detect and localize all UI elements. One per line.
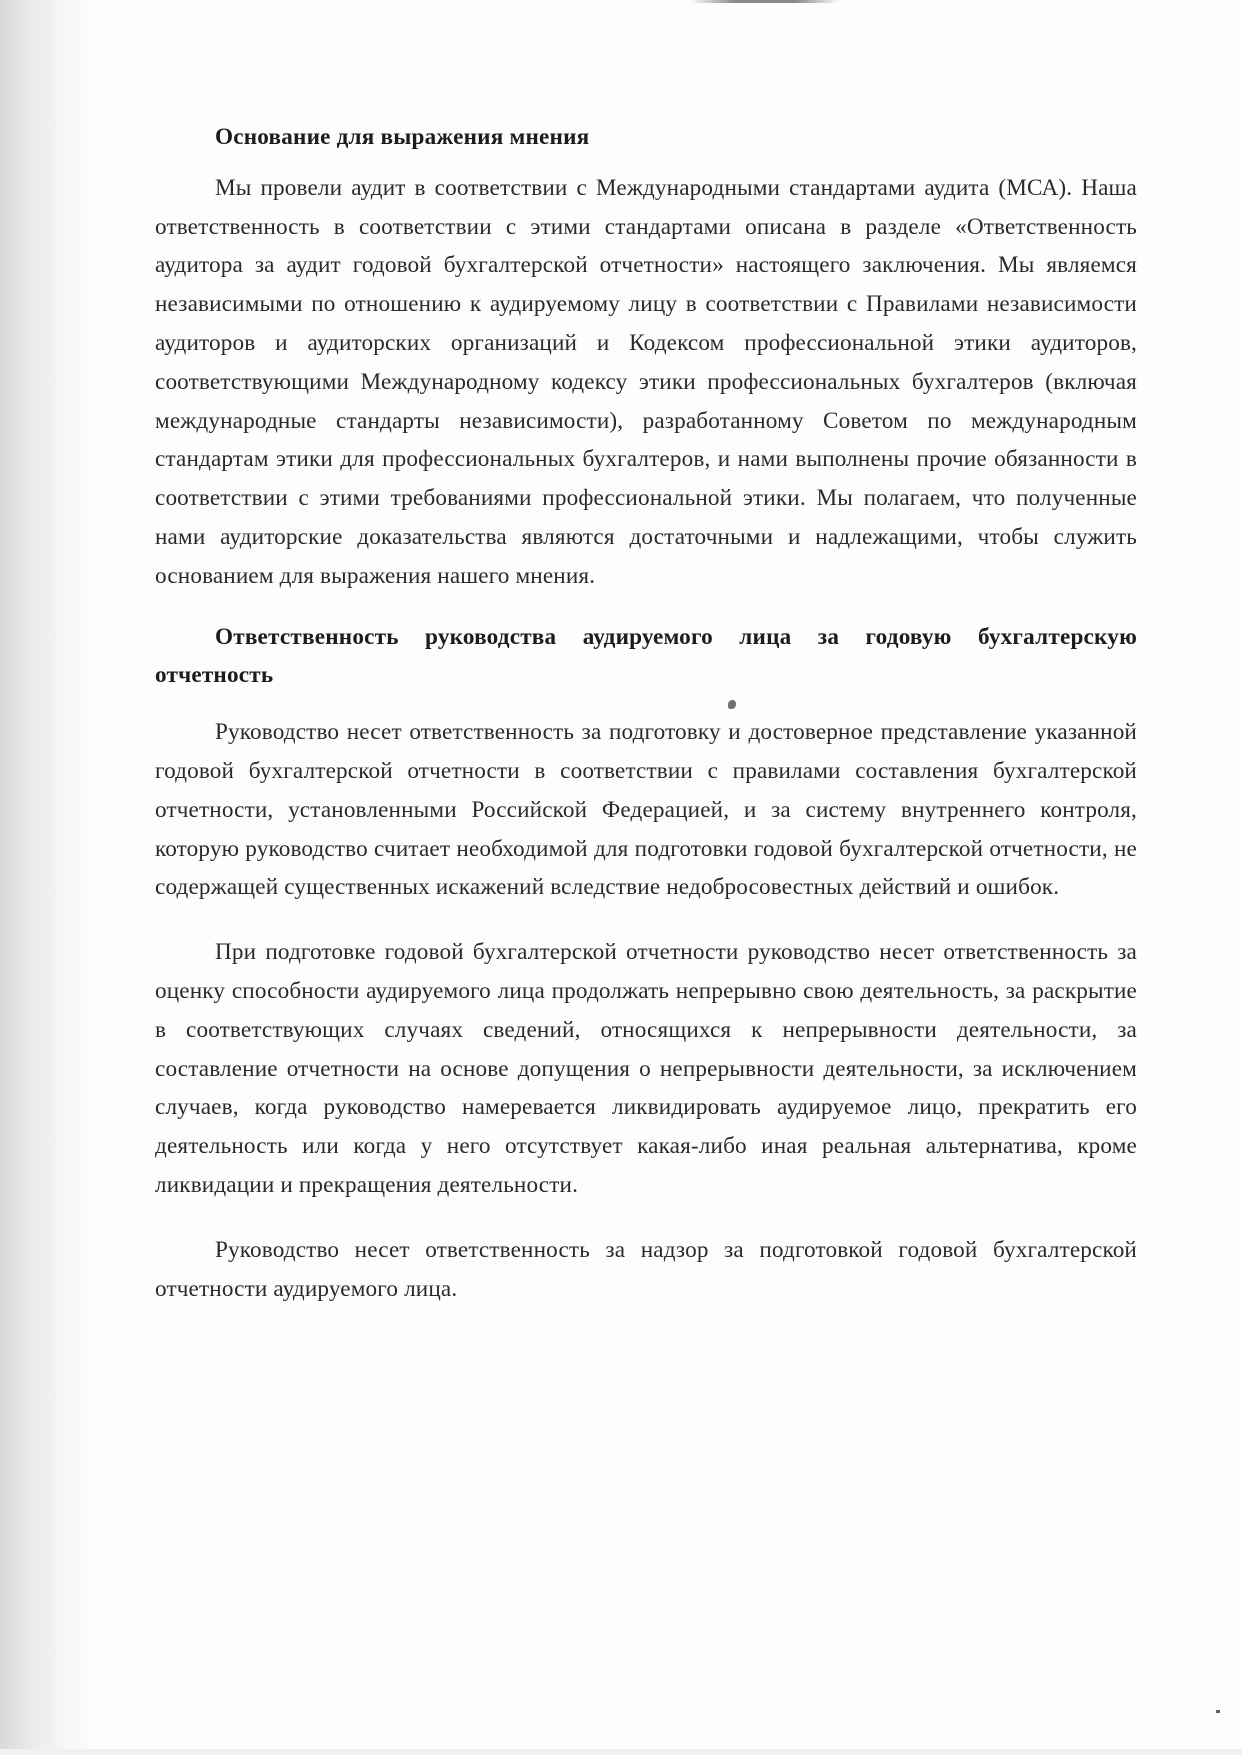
paragraph-management-responsibility-3: Руководство несет ответственность за надзор за подготовкой годовой бухгалтерской отчетности аудируемого лица. bbox=[155, 1236, 1137, 1302]
document-body bbox=[155, 118, 1137, 1308]
section-heading-management-responsibility: Ответственность руководства аудируемого лица за годовую бухгалтерскую отчетность bbox=[155, 623, 1137, 689]
page-fold-shadow bbox=[0, 0, 95, 1755]
scan-bottom-edge bbox=[0, 1749, 1242, 1755]
section-heading-basis-for-opinion: Основание для выражения мнения bbox=[215, 124, 590, 150]
paragraph-management-responsibility-1: Руководство несет ответственность за подготовку и достоверное представление указанной годовой бухгалтерской отчетности в соответствии с правилами составления бухгалтерской отчетности, установленными Российской Федерацией, и за систему внутреннего контроля, которую руководство считает необходимой для подготовки годовой бухгалтерской отчетности, не содержащей существенных искажений вследствие недобросовестных действий и ошибок. bbox=[155, 719, 1137, 901]
scan-edge-mark bbox=[690, 0, 840, 3]
paragraph-basis-for-opinion: Мы провели аудит в соответствии с Международными стандартами аудита (МСА). Наша ответственность в соответствии с этими стандартами описана в разделе «Ответственность аудитора за аудит годовой бухгалтерской отчетности» настоящего заключения. Мы являемся независимыми по отношению к аудируемому лицу в соответствии с Правилами независимости аудиторов и аудиторских организаций и Кодексом профессиональной этики аудиторов, соответствующими Международному кодексу этики профессиональных бухгалтеров (включая международные стандарты независимости), разработанному Советом по международным стандартам этики для профессиональных бухгалтеров, и нами выполнены прочие обязанности в соответствии с этими требованиями профессиональной этики. Мы полагаем, что полученные нами аудиторские доказательства являются достаточными и надлежащими, чтобы служить основанием для выражения нашего мнения. bbox=[155, 174, 1137, 589]
scan-edge-dot bbox=[1216, 1710, 1220, 1713]
paragraph-management-responsibility-2: При подготовке годовой бухгалтерской отчетности руководство несет ответственность за оценку способности аудируемого лица продолжать непрерывно свою деятельность, за раскрытие в соответствующих случаях сведений, относящихся к непрерывности деятельности, за составление отчетности на основе допущения о непрерывности деятельности, за исключением случаев, когда руководство намеревается ликвидировать аудируемое лицо, прекратить его деятельность или когда у него отсутствует какая-либо иная реальная альтернатива, кроме ликвидации и прекращения деятельности. bbox=[155, 939, 1137, 1198]
